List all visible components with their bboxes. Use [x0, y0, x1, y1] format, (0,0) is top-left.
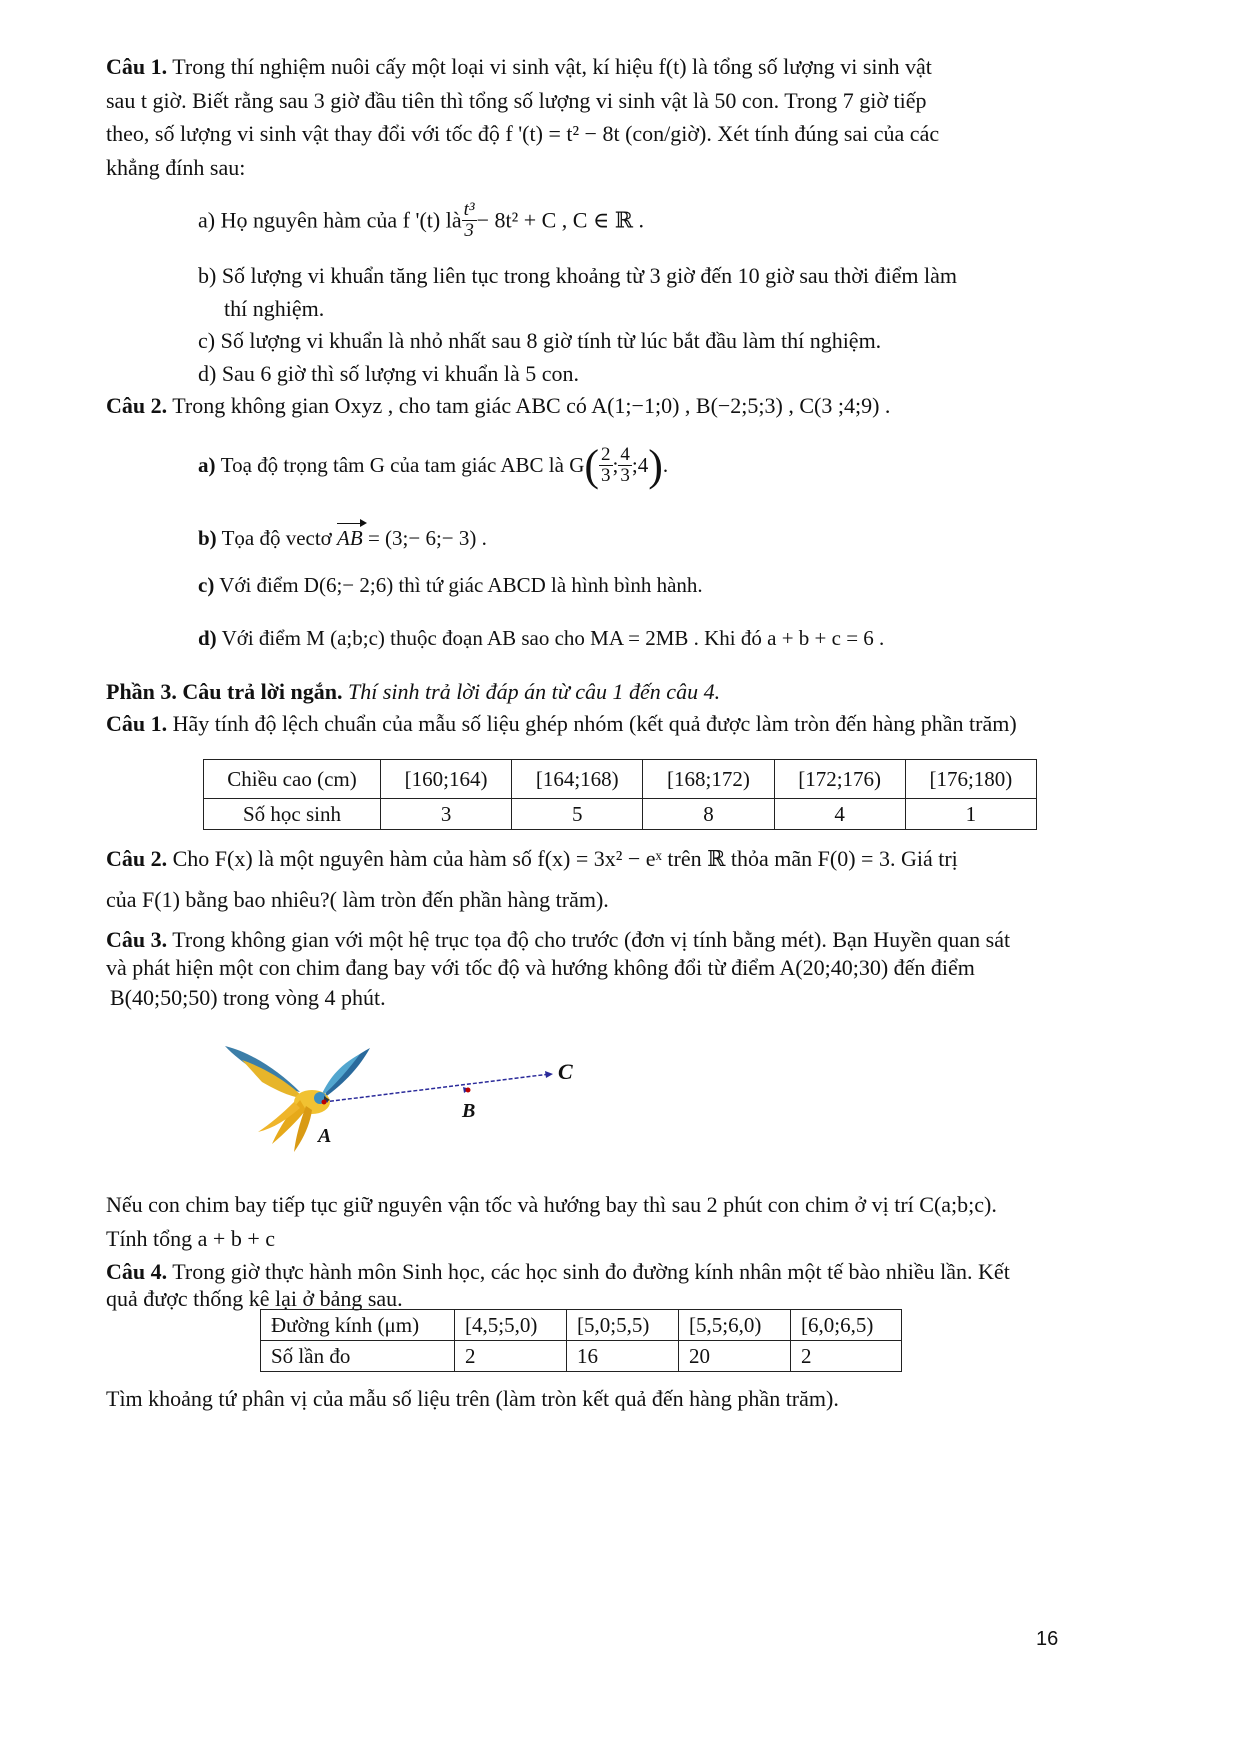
q1-option-b-line-2: thí nghiệm.	[224, 296, 325, 321]
s2-line-2: của F(1) bằng bao nhiêu?( làm tròn đến phần hàng trăm).	[106, 887, 609, 912]
page-number: 16	[1036, 1628, 1059, 1650]
q1-line-4: khẳng đính sau:	[106, 155, 246, 180]
q1-option-c: c) Số lượng vi khuẩn là nhỏ nhất sau 8 giờ tính từ lúc bắt đầu làm thí nghiệm.	[198, 328, 882, 353]
q1-option-b-line-1: b) Số lượng vi khuẩn tăng liên tục trong khoảng từ 3 giờ đến 10 giờ sau thời điểm làm	[198, 263, 958, 288]
bird-flight-figure	[220, 1040, 610, 1160]
s1-line: Câu 1. Hãy tính độ lệch chuẩn của mẫu số liệu ghép nhóm (kết quả được làm tròn đến hàng phần trăm)	[106, 711, 1017, 736]
s3-line-2: và phát hiện một con chim đang bay với tốc độ và hướng không đổi từ điểm A(20;40;30) đến điểm	[106, 955, 975, 980]
q2-option-b: b) Tọa độ vectơ AB = (3;− 6;− 3) .	[198, 526, 487, 550]
q2-option-a: a) Toạ độ trọng tâm G của tam giác ABC là G( $\frac{2}{3}$ ; $\frac{4}{3}$ ;4).	[198, 441, 669, 490]
table-row: Chiều cao (cm) [160;164) [164;168) [168;172) [172;176) [176;180)	[204, 760, 1037, 799]
q1-title: Câu 1.	[106, 54, 168, 79]
table-row: Số học sinh 3 5 8 4 1	[204, 799, 1037, 830]
s3-line-5: Tính tổng a + b + c	[106, 1226, 276, 1251]
height-frequency-table	[203, 759, 1037, 830]
q1-text: Trong thí nghiệm nuôi cấy một loại vi sinh vật, kí hiệu f(t) là tổng số lượng vi sinh vật	[172, 54, 932, 79]
part3-heading: Phần 3. Câu trả lời ngắn. Thí sinh trả lời đáp án từ câu 1 đến câu 4.	[106, 679, 721, 704]
point-b-marker	[466, 1088, 471, 1093]
q2-option-d: d) Với điểm M (a;b;c) thuộc đoạn AB sao cho MA = 2MB . Khi đó a + b + c = 6 .	[198, 626, 885, 650]
table-row: Số lần đo 2 16 20 2	[261, 1341, 902, 1372]
s4-line-2: quả được thống kê lại ở bảng sau.	[106, 1286, 403, 1311]
s3-line-3: B(40;50;50) trong vòng 4 phút.	[110, 985, 386, 1010]
point-a-marker	[322, 1100, 327, 1105]
q1-line-2: sau t giờ. Biết rằng sau 3 giờ đầu tiên thì tổng số lượng vi sinh vật là 50 con. Trong 7 giờ tiếp	[106, 88, 927, 113]
cell-diameter-table	[260, 1309, 902, 1372]
label-c: C	[558, 1059, 573, 1084]
flight-path-line	[324, 1074, 550, 1102]
table-row: Đường kính (μm) [4,5;5,0) [5,0;5,5) [5,5;6,0) [6,0;6,5)	[261, 1310, 902, 1341]
arrowhead-icon	[545, 1071, 553, 1078]
label-a: A	[318, 1125, 332, 1147]
q1-line-1	[106, 54, 932, 80]
vector-ab: AB	[337, 526, 363, 550]
q2-text: Trong không gian Oxyz , cho tam giác ABC có A(1;−1;0) , B(−2;5;3) , C(3 ;4;9) .	[172, 393, 891, 418]
s2-line-1: Câu 2. Cho F(x) là một nguyên hàm của hàm số f(x) = 3x² − eˣ trên ℝ thỏa mãn F(0) = 3. Giá trị	[106, 846, 958, 871]
s4-line-1: Câu 4. Trong giờ thực hành môn Sinh học, các học sinh đo đường kính nhân một tế bào nhiều lần. Kết	[106, 1259, 1010, 1284]
label-b: B	[462, 1100, 476, 1122]
q2-title: Câu 2.	[106, 393, 168, 418]
q2-option-c: c) Với điểm D(6;− 2;6) thì tứ giác ABCD là hình bình hành.	[198, 573, 703, 597]
q2-line-1	[106, 393, 890, 419]
q1-option-a: a) Họ nguyên hàm của f '(t) là $\frac{\text{t³}}{3}$ − 8t² + C , C ∈ ℝ .	[198, 199, 645, 241]
q1-a-fraction: $\frac{\text{t³}}{3}$	[463, 199, 475, 241]
q1-option-d: d) Sau 6 giờ thì số lượng vi khuẩn là 5 con.	[198, 361, 580, 386]
s3-line-4: Nếu con chim bay tiếp tục giữ nguyên vận tốc và hướng bay thì sau 2 phút con chim ở vị trí C(a;b;c).	[106, 1192, 997, 1217]
q1-line-3: theo, số lượng vi sinh vật thay đổi với tốc độ f '(t) = t² − 8t (con/giờ). Xét tính đúng sai của các	[106, 121, 940, 146]
s4-line-3: Tìm khoảng tứ phân vị của mẫu số liệu trên (làm tròn kết quả đến hàng phần trăm).	[106, 1386, 839, 1411]
s3-line-1: Câu 3. Trong không gian với một hệ trục tọa độ cho trước (đơn vị tính bằng mét). Bạn Huyền quan sát	[106, 927, 1011, 952]
